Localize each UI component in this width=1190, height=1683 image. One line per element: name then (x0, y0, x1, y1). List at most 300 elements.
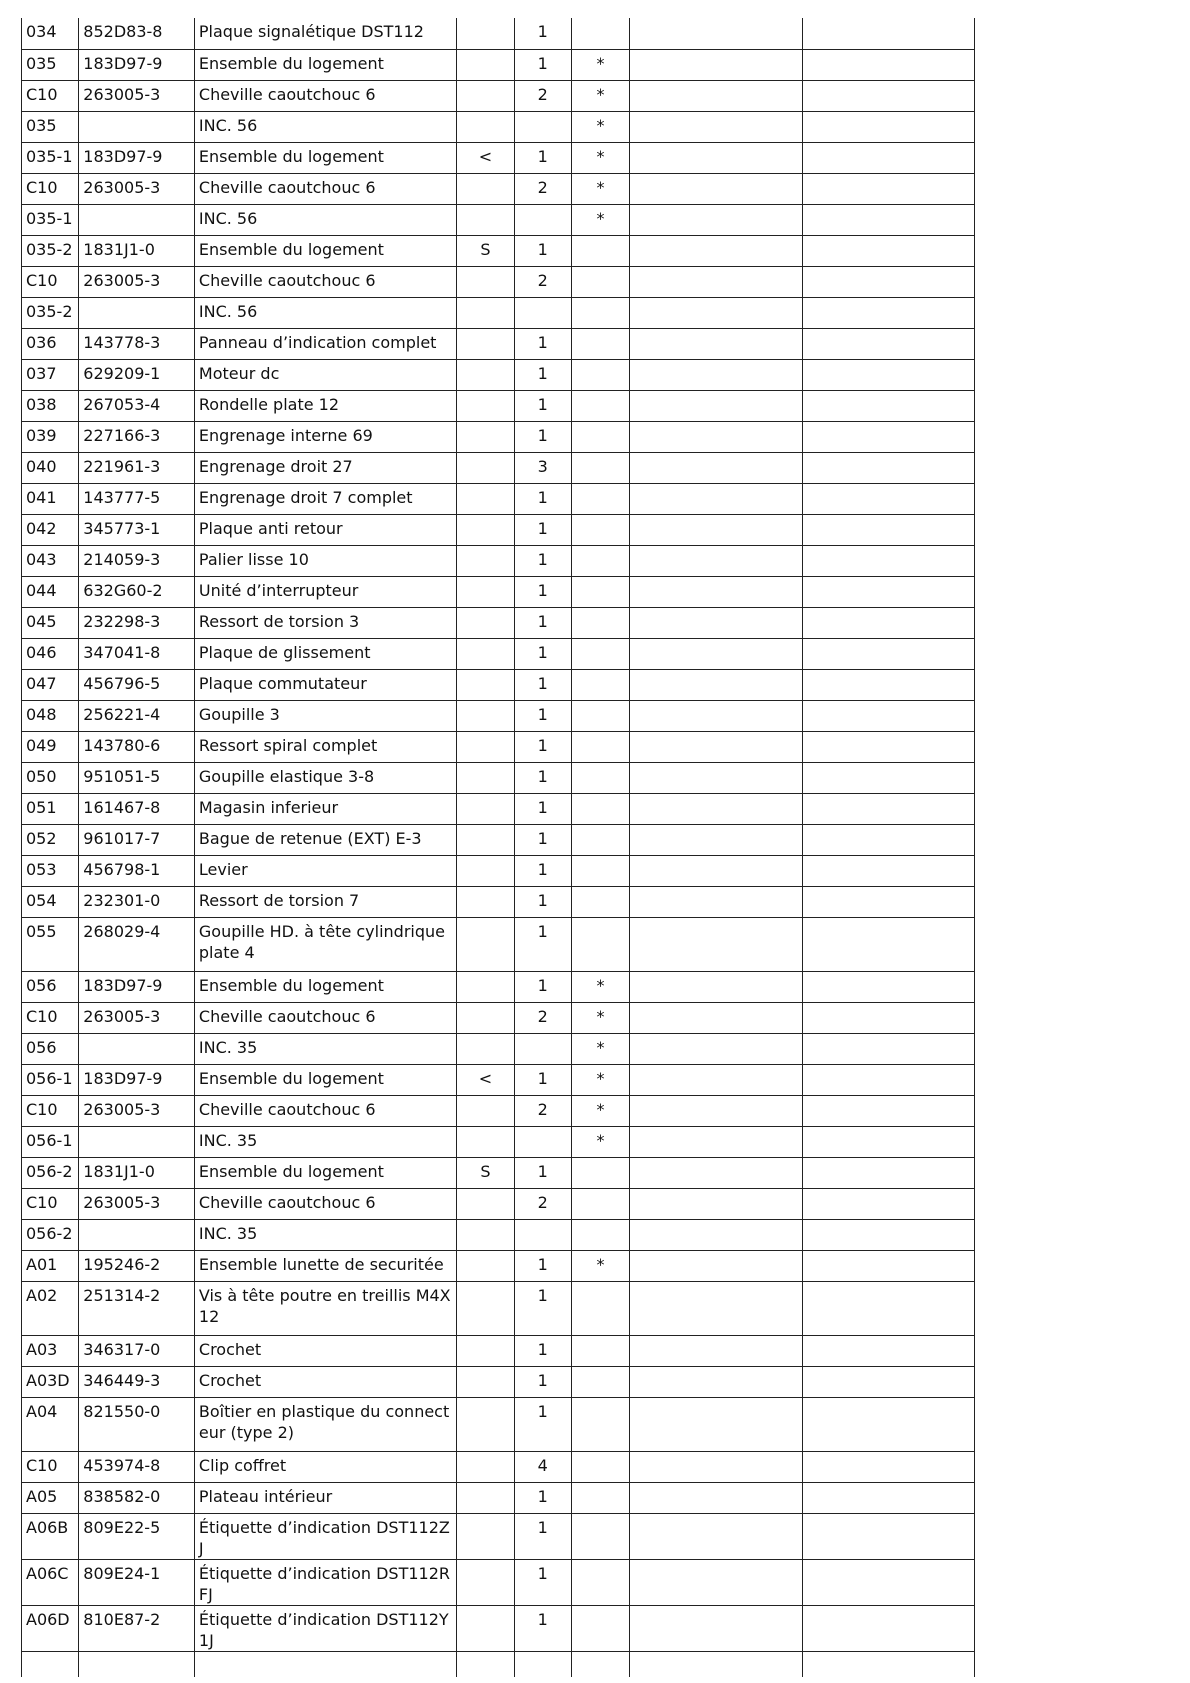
marker-cell (457, 390, 514, 421)
quantity-cell: 1 (514, 328, 571, 359)
note-cell (571, 1513, 629, 1559)
quantity-cell: 2 (514, 1002, 571, 1033)
marker-cell (457, 328, 514, 359)
note-cell (571, 359, 629, 390)
empty-cell (803, 1157, 975, 1188)
empty-cell (457, 1651, 514, 1677)
empty-cell (803, 669, 975, 700)
description-cell: Cheville caoutchouc 6 (194, 173, 456, 204)
table-row-blank (22, 1651, 975, 1677)
empty-cell (630, 1366, 803, 1397)
description-cell: Plaque signalétique DST112 (194, 18, 456, 49)
marker-cell (457, 173, 514, 204)
empty-cell (79, 1651, 195, 1677)
note-cell (571, 235, 629, 266)
note-cell (571, 1482, 629, 1513)
item-number-cell: 035-1 (22, 204, 79, 235)
empty-cell (630, 1219, 803, 1250)
empty-cell (803, 824, 975, 855)
part-number-cell: 347041-8 (79, 638, 195, 669)
description-cell: Bague de retenue (EXT) E-3 (194, 824, 456, 855)
note-cell: * (571, 204, 629, 235)
table-row (22, 855, 975, 886)
description-cell: Ensemble du logement (194, 1064, 456, 1095)
item-number-cell: 040 (22, 452, 79, 483)
empty-cell (630, 1559, 803, 1605)
quantity-cell: 1 (514, 49, 571, 80)
quantity-cell: 1 (514, 669, 571, 700)
quantity-cell: 1 (514, 638, 571, 669)
empty-cell (803, 390, 975, 421)
table-row (22, 824, 975, 855)
table-row (22, 421, 975, 452)
item-number-cell: 035-1 (22, 142, 79, 173)
table-row (22, 1513, 975, 1559)
table-row (22, 328, 975, 359)
part-number-cell: 263005-3 (79, 1188, 195, 1219)
note-cell (571, 452, 629, 483)
empty-cell (803, 235, 975, 266)
note-cell (571, 1281, 629, 1335)
description-cell: INC. 56 (194, 204, 456, 235)
note-cell: * (571, 142, 629, 173)
marker-cell (457, 18, 514, 49)
marker-cell (457, 1605, 514, 1651)
part-number-cell: 263005-3 (79, 80, 195, 111)
description-cell: Crochet (194, 1335, 456, 1366)
item-number-cell: 038 (22, 390, 79, 421)
description-cell: Unité d’interrupteur (194, 576, 456, 607)
quantity-cell: 1 (514, 235, 571, 266)
empty-cell (194, 1651, 456, 1677)
marker-cell (457, 762, 514, 793)
marker-cell (457, 1366, 514, 1397)
item-number-cell: A01 (22, 1250, 79, 1281)
description-cell: Plateau intérieur (194, 1482, 456, 1513)
note-cell (571, 917, 629, 971)
quantity-cell: 1 (514, 607, 571, 638)
marker-cell (457, 1002, 514, 1033)
note-cell (571, 297, 629, 328)
quantity-cell: 1 (514, 1335, 571, 1366)
description-cell: Rondelle plate 12 (194, 390, 456, 421)
quantity-cell (514, 1126, 571, 1157)
description-cell: Panneau d’indication complet (194, 328, 456, 359)
item-number-cell: A04 (22, 1397, 79, 1451)
empty-cell (803, 1513, 975, 1559)
empty-cell (630, 762, 803, 793)
note-cell: * (571, 173, 629, 204)
part-number-cell: 183D97-9 (79, 1064, 195, 1095)
table-row (22, 142, 975, 173)
table-row (22, 359, 975, 390)
item-number-cell: 034 (22, 18, 79, 49)
marker-cell (457, 607, 514, 638)
note-cell (571, 607, 629, 638)
empty-cell (803, 111, 975, 142)
note-cell (571, 1188, 629, 1219)
table-row (22, 1126, 975, 1157)
item-number-cell: A06D (22, 1605, 79, 1651)
quantity-cell: 1 (514, 18, 571, 49)
description-cell: Engrenage droit 7 complet (194, 483, 456, 514)
quantity-cell: 1 (514, 855, 571, 886)
item-number-cell: C10 (22, 1451, 79, 1482)
note-cell: * (571, 1095, 629, 1126)
marker-cell (457, 793, 514, 824)
quantity-cell: 1 (514, 483, 571, 514)
quantity-cell (514, 1219, 571, 1250)
item-number-cell: C10 (22, 1095, 79, 1126)
table-row (22, 1188, 975, 1219)
empty-cell (803, 359, 975, 390)
quantity-cell: 1 (514, 421, 571, 452)
description-cell: Plaque commutateur (194, 669, 456, 700)
table-row (22, 1605, 975, 1651)
empty-cell (630, 142, 803, 173)
part-number-cell: 346317-0 (79, 1335, 195, 1366)
part-number-cell: 161467-8 (79, 793, 195, 824)
part-number-cell: 143778-3 (79, 328, 195, 359)
empty-cell (803, 793, 975, 824)
empty-cell (630, 235, 803, 266)
quantity-cell: 1 (514, 142, 571, 173)
empty-cell (803, 731, 975, 762)
table-row (22, 793, 975, 824)
empty-cell (630, 483, 803, 514)
note-cell (571, 1605, 629, 1651)
note-cell: * (571, 1064, 629, 1095)
empty-cell (803, 1605, 975, 1651)
marker-cell (457, 1513, 514, 1559)
part-number-cell: 214059-3 (79, 545, 195, 576)
description-cell: Ensemble du logement (194, 1157, 456, 1188)
table-row (22, 971, 975, 1002)
empty-cell (803, 49, 975, 80)
marker-cell (457, 1188, 514, 1219)
quantity-cell: 1 (514, 700, 571, 731)
item-number-cell: 036 (22, 328, 79, 359)
marker-cell (457, 1559, 514, 1605)
quantity-cell: 1 (514, 514, 571, 545)
empty-cell (803, 297, 975, 328)
marker-cell (457, 421, 514, 452)
description-cell: Cheville caoutchouc 6 (194, 1095, 456, 1126)
quantity-cell: 1 (514, 762, 571, 793)
empty-cell (803, 855, 975, 886)
item-number-cell: A03 (22, 1335, 79, 1366)
empty-cell (803, 1281, 975, 1335)
description-cell: Cheville caoutchouc 6 (194, 1188, 456, 1219)
quantity-cell: 1 (514, 1482, 571, 1513)
note-cell (571, 266, 629, 297)
part-number-cell: 852D83-8 (79, 18, 195, 49)
part-number-cell: 951051-5 (79, 762, 195, 793)
empty-cell (630, 18, 803, 49)
empty-cell (803, 204, 975, 235)
empty-cell (630, 1188, 803, 1219)
empty-cell (630, 1095, 803, 1126)
empty-cell (630, 1335, 803, 1366)
marker-cell (457, 80, 514, 111)
quantity-cell: 1 (514, 1397, 571, 1451)
marker-cell (457, 576, 514, 607)
table-row (22, 607, 975, 638)
note-cell (571, 421, 629, 452)
marker-cell (457, 359, 514, 390)
empty-cell (803, 421, 975, 452)
note-cell (571, 700, 629, 731)
table-row (22, 1281, 975, 1335)
empty-cell (803, 266, 975, 297)
part-number-cell: 345773-1 (79, 514, 195, 545)
item-number-cell: 042 (22, 514, 79, 545)
part-number-cell: 183D97-9 (79, 142, 195, 173)
item-number-cell: 056 (22, 1033, 79, 1064)
note-cell: * (571, 1033, 629, 1064)
empty-cell (630, 545, 803, 576)
empty-cell (630, 886, 803, 917)
item-number-cell: 054 (22, 886, 79, 917)
marker-cell (457, 545, 514, 576)
item-number-cell: 056-1 (22, 1064, 79, 1095)
part-number-cell: 221961-3 (79, 452, 195, 483)
description-cell: Étiquette d’indication DST112Y1J (194, 1605, 456, 1651)
description-cell: Crochet (194, 1366, 456, 1397)
empty-cell (803, 1250, 975, 1281)
note-cell (571, 18, 629, 49)
quantity-cell: 1 (514, 359, 571, 390)
description-cell: Ressort spiral complet (194, 731, 456, 762)
description-cell: Moteur dc (194, 359, 456, 390)
part-number-cell: 143780-6 (79, 731, 195, 762)
table-row (22, 700, 975, 731)
item-number-cell: 048 (22, 700, 79, 731)
item-number-cell: 053 (22, 855, 79, 886)
description-cell: Ensemble du logement (194, 49, 456, 80)
empty-cell (630, 514, 803, 545)
marker-cell: < (457, 142, 514, 173)
table-row (22, 483, 975, 514)
description-cell: Ensemble du logement (194, 142, 456, 173)
table-row (22, 80, 975, 111)
empty-cell (630, 80, 803, 111)
empty-cell (630, 731, 803, 762)
marker-cell (457, 1482, 514, 1513)
empty-cell (630, 49, 803, 80)
item-number-cell: 044 (22, 576, 79, 607)
empty-cell (630, 917, 803, 971)
description-cell: Plaque de glissement (194, 638, 456, 669)
part-number-cell: 232298-3 (79, 607, 195, 638)
item-number-cell: 046 (22, 638, 79, 669)
empty-cell (803, 762, 975, 793)
marker-cell (457, 855, 514, 886)
item-number-cell: 035 (22, 111, 79, 142)
marker-cell (457, 1281, 514, 1335)
note-cell: * (571, 80, 629, 111)
table-row (22, 1366, 975, 1397)
part-number-cell: 195246-2 (79, 1250, 195, 1281)
item-number-cell: 039 (22, 421, 79, 452)
note-cell (571, 1335, 629, 1366)
empty-cell (630, 1157, 803, 1188)
empty-cell (630, 390, 803, 421)
empty-cell (803, 1095, 975, 1126)
table-row (22, 1157, 975, 1188)
note-cell (571, 1157, 629, 1188)
empty-cell (803, 607, 975, 638)
table-row (22, 235, 975, 266)
description-cell: Levier (194, 855, 456, 886)
part-number-cell (79, 1126, 195, 1157)
marker-cell (457, 514, 514, 545)
description-cell: Magasin inferieur (194, 793, 456, 824)
note-cell (571, 793, 629, 824)
empty-cell (630, 421, 803, 452)
item-number-cell: C10 (22, 266, 79, 297)
table-row (22, 1219, 975, 1250)
quantity-cell: 1 (514, 1250, 571, 1281)
note-cell (571, 1366, 629, 1397)
note-cell: * (571, 1250, 629, 1281)
note-cell (571, 390, 629, 421)
note-cell (571, 669, 629, 700)
marker-cell (457, 1033, 514, 1064)
empty-cell (630, 1397, 803, 1451)
part-number-cell: 183D97-9 (79, 971, 195, 1002)
quantity-cell: 2 (514, 173, 571, 204)
part-number-cell: 1831J1-0 (79, 235, 195, 266)
empty-cell (630, 328, 803, 359)
part-number-cell: 456798-1 (79, 855, 195, 886)
empty-cell (630, 1605, 803, 1651)
description-cell: Cheville caoutchouc 6 (194, 266, 456, 297)
marker-cell (457, 1095, 514, 1126)
table-row (22, 1397, 975, 1451)
empty-cell (630, 297, 803, 328)
empty-cell (803, 514, 975, 545)
description-cell: Clip coffret (194, 1451, 456, 1482)
part-number-cell (79, 1033, 195, 1064)
empty-cell (803, 80, 975, 111)
item-number-cell: A06C (22, 1559, 79, 1605)
quantity-cell (514, 111, 571, 142)
quantity-cell (514, 204, 571, 235)
empty-cell (630, 359, 803, 390)
quantity-cell: 1 (514, 1064, 571, 1095)
description-cell: INC. 56 (194, 297, 456, 328)
description-cell: Cheville caoutchouc 6 (194, 1002, 456, 1033)
description-cell: Ensemble du logement (194, 235, 456, 266)
empty-cell (630, 1250, 803, 1281)
empty-cell (630, 1451, 803, 1482)
table-row (22, 266, 975, 297)
marker-cell (457, 452, 514, 483)
description-cell: Palier lisse 10 (194, 545, 456, 576)
part-number-cell: 232301-0 (79, 886, 195, 917)
empty-cell (630, 266, 803, 297)
empty-cell (803, 1559, 975, 1605)
description-cell: Engrenage interne 69 (194, 421, 456, 452)
note-cell: * (571, 1002, 629, 1033)
part-number-cell: 961017-7 (79, 824, 195, 855)
marker-cell (457, 1250, 514, 1281)
description-cell: INC. 35 (194, 1033, 456, 1064)
marker-cell (457, 1335, 514, 1366)
part-number-cell: 263005-3 (79, 1002, 195, 1033)
empty-cell (803, 1651, 975, 1677)
empty-cell (803, 1451, 975, 1482)
table-row (22, 452, 975, 483)
marker-cell (457, 111, 514, 142)
note-cell (571, 731, 629, 762)
description-cell: Ressort de torsion 3 (194, 607, 456, 638)
item-number-cell: C10 (22, 173, 79, 204)
description-cell: INC. 56 (194, 111, 456, 142)
note-cell: * (571, 971, 629, 1002)
empty-cell (803, 1188, 975, 1219)
table-row (22, 886, 975, 917)
empty-cell (630, 669, 803, 700)
empty-cell (630, 1651, 803, 1677)
description-cell: Vis à tête poutre en treillis M4X12 (194, 1281, 456, 1335)
description-cell: Étiquette d’indication DST112RFJ (194, 1559, 456, 1605)
marker-cell (457, 1219, 514, 1250)
empty-cell (22, 1651, 79, 1677)
empty-cell (803, 142, 975, 173)
table-row (22, 18, 975, 49)
description-cell: Goupille 3 (194, 700, 456, 731)
table-row (22, 762, 975, 793)
empty-cell (803, 328, 975, 359)
part-number-cell: 268029-4 (79, 917, 195, 971)
part-number-cell: 263005-3 (79, 266, 195, 297)
marker-cell (457, 886, 514, 917)
note-cell (571, 483, 629, 514)
marker-cell (457, 917, 514, 971)
note-cell (571, 514, 629, 545)
empty-cell (630, 204, 803, 235)
description-cell: Ressort de torsion 7 (194, 886, 456, 917)
empty-cell (630, 1064, 803, 1095)
note-cell (571, 824, 629, 855)
description-cell: Ensemble du logement (194, 971, 456, 1002)
note-cell: * (571, 49, 629, 80)
part-number-cell: 456796-5 (79, 669, 195, 700)
quantity-cell: 3 (514, 452, 571, 483)
item-number-cell: A02 (22, 1281, 79, 1335)
empty-cell (803, 1126, 975, 1157)
part-number-cell: 227166-3 (79, 421, 195, 452)
empty-cell (803, 576, 975, 607)
quantity-cell: 1 (514, 1366, 571, 1397)
empty-cell (630, 452, 803, 483)
quantity-cell: 1 (514, 731, 571, 762)
part-number-cell: 267053-4 (79, 390, 195, 421)
empty-cell (803, 1064, 975, 1095)
empty-cell (630, 1482, 803, 1513)
table-row (22, 638, 975, 669)
part-number-cell: 1831J1-0 (79, 1157, 195, 1188)
item-number-cell: 049 (22, 731, 79, 762)
part-number-cell (79, 204, 195, 235)
part-number-cell: 809E22-5 (79, 1513, 195, 1559)
marker-cell (457, 266, 514, 297)
empty-cell (630, 824, 803, 855)
part-number-cell (79, 297, 195, 328)
part-number-cell: 453974-8 (79, 1451, 195, 1482)
